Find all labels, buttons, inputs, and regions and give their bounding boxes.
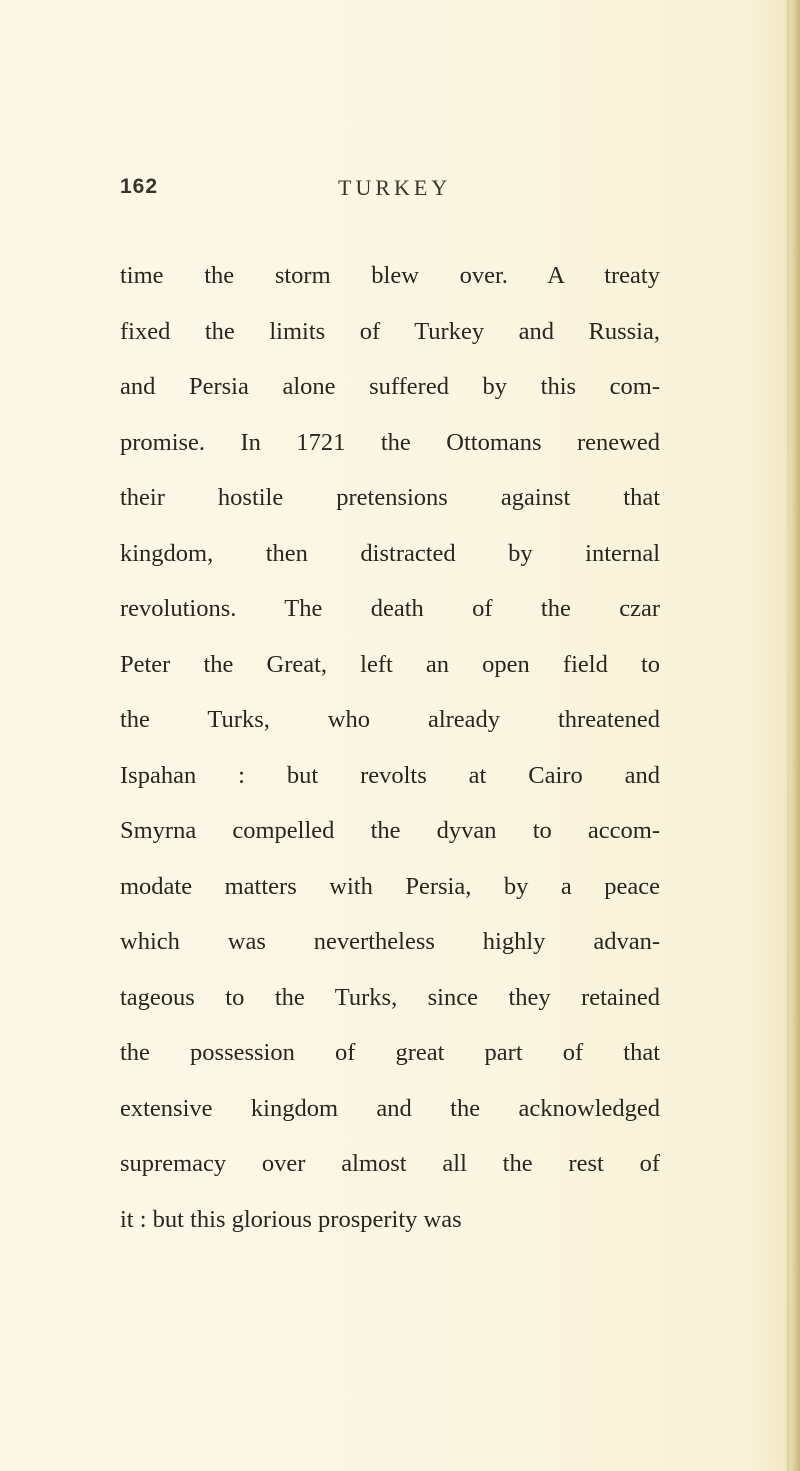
text-line: Peter the Great, left an open field to — [120, 650, 660, 678]
text-line: revolutions. The death of the czar — [120, 595, 660, 622]
text-line: Ispahan : but revolts at Cairo and — [120, 761, 660, 789]
text-line: tageous to the Turks, since they retained — [120, 983, 660, 1011]
page-edge-line — [787, 0, 789, 1471]
running-head — [0, 175, 800, 215]
text-line: extensive kingdom and the acknowledged — [120, 1094, 660, 1122]
text-line: Smyrna compelled the dyvan to accom- — [120, 817, 660, 844]
text-line: supremacy over almost all the rest of — [120, 1150, 660, 1177]
running-title: TURKEY — [338, 175, 452, 200]
text-line: which was nevertheless highly advan- — [120, 928, 660, 955]
text-line: promise. In 1721 the Ottomans renewed — [120, 428, 660, 456]
text-line: their hostile pretensions against that — [120, 484, 660, 511]
text-line: time the storm blew over. A treaty — [120, 262, 660, 289]
text-line: the Turks, who already threatened — [120, 706, 660, 733]
text-line: it : but this glorious prosperity was — [120, 1205, 462, 1233]
text-line: kingdom, then distracted by internal — [120, 539, 660, 567]
text-line: and Persia alone suffered by this com- — [120, 373, 660, 400]
body-text — [120, 248, 660, 1247]
page-number: 162 — [120, 175, 159, 198]
text-line: the possession of great part of that — [120, 1039, 660, 1066]
text-line: modate matters with Persia, by a peace — [120, 872, 660, 900]
text-line: fixed the limits of Turkey and Russia, — [120, 317, 660, 345]
